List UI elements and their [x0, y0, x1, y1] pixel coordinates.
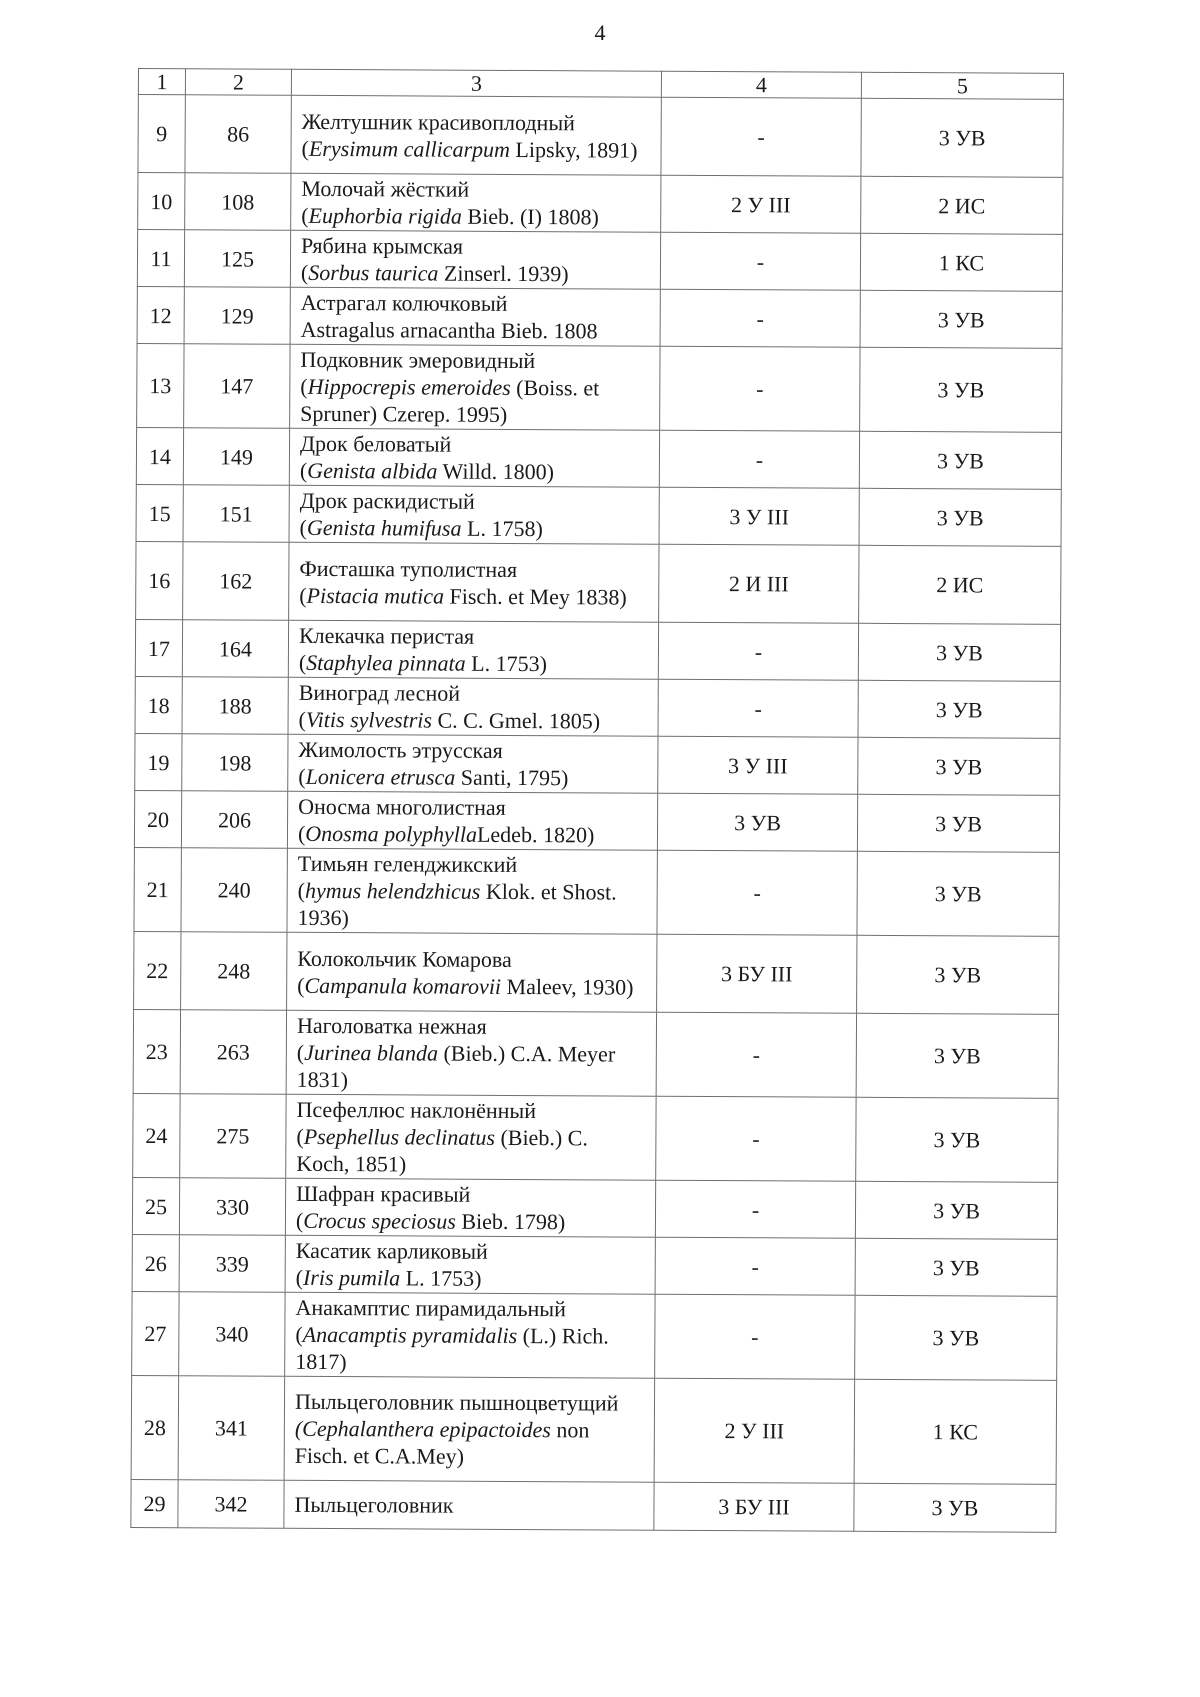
status-col5: 3 УВ [858, 623, 1060, 681]
latin-authority: (Bieb.) C. Koch, 1851) [296, 1124, 588, 1177]
table-row [136, 541, 1061, 624]
page-number: 4 [594, 20, 606, 45]
table-row [137, 343, 1062, 432]
species-name [287, 932, 657, 1012]
species-code: 248 [181, 932, 287, 1011]
russian-name: Наголоватка нежная [296, 1012, 487, 1039]
latin-name: Genista albida [307, 457, 438, 484]
species-code: 125 [184, 230, 290, 288]
russian-name: Анакамптис пирамидальный [295, 1294, 566, 1322]
species-code: 263 [180, 1010, 286, 1095]
latin-name: Euphorbia rigida [308, 202, 463, 229]
russian-name: Виноград лесной [298, 679, 461, 706]
status-col4: 3 У III [658, 736, 858, 794]
species-code: 339 [179, 1235, 285, 1293]
russian-name: Касатик карликовый [295, 1237, 488, 1264]
latin-open: ( [301, 202, 309, 228]
header-cell: 1 [138, 69, 185, 95]
species-code: 108 [185, 173, 291, 231]
status-col5: 3 УВ [859, 431, 1061, 489]
species-table [130, 68, 1064, 1533]
latin-name: Jurinea blanda [304, 1039, 439, 1066]
russian-name: Пыльцеголовник пышноцветущий [294, 1388, 619, 1416]
latin-name: Staphylea pinnata [306, 649, 466, 676]
latin-authority: Willd. 1800) [437, 458, 555, 485]
status-col5: 1 КС [854, 1379, 1057, 1484]
species-name [290, 230, 660, 289]
row-number: 25 [132, 1177, 179, 1234]
latin-name: Psephellus declinatus [303, 1123, 496, 1150]
species-code: 275 [180, 1094, 286, 1179]
species-name [290, 287, 660, 346]
header-cell: 3 [291, 69, 661, 97]
status-col4: 3 УВ [657, 793, 857, 851]
row-number: 24 [133, 1093, 180, 1177]
species-name [286, 1094, 656, 1180]
status-col4: - [658, 679, 858, 737]
table-row [134, 931, 1059, 1014]
species-code: 129 [184, 287, 290, 345]
species-name [284, 1376, 655, 1482]
status-col5: 2 ИС [861, 176, 1063, 234]
status-col4: - [658, 622, 858, 680]
table-row [138, 95, 1063, 178]
status-col5: 3 УВ [857, 851, 1059, 936]
latin-authority: Zinserl. 1939) [438, 260, 569, 287]
status-col4: - [655, 1237, 855, 1295]
table-row [134, 847, 1059, 936]
russian-name: Рябина крымская [301, 232, 464, 259]
status-col4: - [661, 97, 861, 176]
table-row [133, 1009, 1058, 1098]
latin-authority: L. 1758) [461, 515, 543, 542]
row-number: 26 [132, 1234, 179, 1291]
latin-authority: (Boiss. et Spruner) Czerep. 1995) [300, 374, 600, 427]
latin-authority: Bieb. (I) 1808) [461, 203, 599, 230]
status-col4: 2 У III [661, 175, 861, 233]
status-col4: 3 У III [659, 487, 859, 545]
table-row [137, 230, 1062, 292]
status-col4: - [657, 850, 857, 935]
species-name [289, 428, 659, 487]
species-code: 188 [182, 677, 288, 735]
latin-authority: Klok. et Shost. 1936) [297, 878, 617, 931]
russian-name: Фисташка туполистная [299, 555, 518, 582]
latin-open: ( [301, 135, 309, 161]
status-col5: 3 УВ [857, 935, 1059, 1014]
species-code: 206 [181, 791, 287, 849]
species-name [285, 1235, 655, 1294]
latin-open: ( [296, 1123, 304, 1149]
row-number: 12 [137, 286, 184, 343]
latin-name: Crocus speciosus [303, 1207, 456, 1234]
row-number: 14 [136, 427, 183, 484]
row-number: 16 [136, 541, 183, 619]
latin-authority: (L.) Rich. 1817) [295, 1323, 609, 1375]
table-body [131, 69, 1064, 1533]
russian-name: Подковник эмеровидный [300, 346, 536, 374]
status-col4: - [655, 1180, 855, 1238]
row-number: 23 [133, 1009, 180, 1093]
header-cell: 4 [661, 71, 861, 98]
species-name [288, 677, 658, 736]
row-number: 15 [136, 484, 183, 541]
russian-name: Астрагал колючковый [300, 289, 508, 316]
russian-name: Дрок беловатый [299, 430, 452, 457]
species-name [285, 1178, 655, 1237]
latin-authority: Santi, 1795) [455, 764, 569, 791]
latin-authority: Lipsky, 1891) [509, 136, 638, 163]
latin-authority: (Bieb.) C.A. Meyer 1831) [296, 1040, 616, 1093]
species-name [288, 620, 658, 679]
latin-open: ( [299, 514, 307, 540]
status-col5: 3 УВ [857, 794, 1059, 852]
status-col4: 3 БУ III [654, 1482, 854, 1531]
row-number: 9 [138, 95, 185, 173]
table-row [135, 733, 1060, 795]
species-code: 151 [183, 485, 289, 543]
row-number: 22 [134, 931, 181, 1009]
species-name [287, 848, 657, 934]
table-row [135, 676, 1060, 738]
status-col4: 3 БУ III [657, 934, 857, 1013]
latin-name: Anacamptis pyramidalis [302, 1321, 518, 1349]
row-number: 27 [132, 1291, 179, 1375]
row-number: 20 [134, 790, 181, 847]
row-number: 17 [135, 619, 182, 676]
table-row [135, 619, 1060, 681]
species-code: 147 [184, 344, 290, 429]
latin-open: ( [300, 373, 308, 399]
latin-open: ( [298, 706, 306, 732]
latin-open: ( [297, 877, 306, 903]
latin-name: Genista humifusa [306, 514, 462, 541]
latin-authority: L. 1753) [465, 650, 548, 677]
latin-open: ( [300, 259, 309, 285]
table-row [132, 1291, 1057, 1380]
latin-name: Erysimum callicarpum [308, 135, 511, 162]
latin-name: Campanula komarovii [304, 972, 502, 999]
species-code: 86 [185, 95, 291, 174]
species-name [287, 791, 657, 850]
table-row [136, 427, 1061, 489]
latin-name: (Cephalanthera epipactoides [294, 1415, 551, 1443]
status-col4: 2 У III [654, 1378, 855, 1483]
species-name [290, 344, 660, 430]
status-col4: - [655, 1294, 855, 1379]
russian-name: Шафран красивый [296, 1180, 471, 1207]
row-number: 28 [131, 1375, 179, 1479]
russian-name: Желтушник красивоплодный [301, 108, 576, 135]
status-col5: 3 УВ [856, 1097, 1058, 1182]
species-name [291, 95, 661, 175]
status-col5: 3 УВ [861, 98, 1063, 177]
russian-name: Колокольчик Комарова [297, 945, 512, 972]
status-col5: 2 ИС [859, 545, 1061, 624]
russian-name: Тимьян геленджикский [297, 850, 518, 877]
species-code: 341 [178, 1376, 285, 1481]
latin-authority: Ledeb. 1820) [476, 821, 595, 848]
latin-open: ( [295, 1207, 304, 1233]
table-row [131, 1375, 1057, 1484]
species-name [285, 1292, 655, 1378]
species-code: 240 [181, 848, 287, 933]
status-col4: - [656, 1096, 856, 1181]
species-code: 149 [183, 428, 289, 486]
species-name [284, 1480, 654, 1530]
latin-open: ( [295, 1264, 304, 1290]
row-number: 18 [135, 676, 182, 733]
latin-name: Hippocrepis emeroides [307, 373, 511, 400]
latin-authority: C. C. Gmel. 1805) [431, 707, 601, 734]
table-row [132, 1177, 1057, 1239]
latin-open: ( [298, 649, 307, 675]
header-cell: 2 [185, 69, 291, 96]
russian-name: Жимолость этрусская [298, 736, 503, 763]
latin-open: ( [297, 820, 306, 846]
species-name [288, 734, 658, 793]
status-col4: 2 И III [659, 544, 859, 623]
latin-open: ( [299, 457, 308, 483]
header-cell: 5 [861, 72, 1063, 99]
status-col5: 3 УВ [859, 488, 1061, 546]
table-row [133, 1093, 1058, 1182]
status-col5: 3 УВ [856, 1013, 1058, 1098]
russian-name: Пыльцеголовник [294, 1491, 454, 1518]
latin-name: Iris pumila [302, 1264, 401, 1291]
latin-open: ( [296, 1039, 305, 1065]
latin-open: ( [295, 1321, 303, 1347]
species-code: 342 [178, 1480, 284, 1529]
russian-name: Оносма многолистная [298, 793, 506, 820]
latin-authority: Astragalus arnacantha Bieb. 1808 [300, 316, 598, 344]
latin-name: Lonicera etrusca [305, 763, 456, 790]
row-number: 29 [131, 1479, 178, 1527]
row-number: 19 [135, 733, 182, 790]
status-col5: 3 УВ [858, 680, 1060, 738]
row-number: 13 [137, 343, 184, 427]
species-name [291, 173, 661, 232]
table-row [131, 1479, 1056, 1532]
latin-authority: non Fisch. et C.A.Mey) [294, 1417, 590, 1469]
russian-name: Молочай жёсткий [301, 175, 470, 202]
status-col5: 1 КС [860, 233, 1062, 291]
row-number: 21 [134, 847, 181, 931]
status-col4: - [659, 430, 859, 488]
russian-name: Дрок раскидистый [299, 487, 475, 514]
species-code: 164 [182, 620, 288, 678]
status-col5: 3 УВ [860, 347, 1062, 432]
latin-name: hymus helendzhicus [304, 877, 481, 904]
status-col4: - [660, 346, 860, 431]
status-col5: 3 УВ [855, 1238, 1057, 1296]
status-col4: - [660, 232, 860, 290]
species-name [289, 542, 659, 622]
russian-name: Псефеллюс наклонённый [296, 1096, 537, 1124]
latin-name: Onosma polyphylla [305, 820, 478, 847]
species-code: 340 [179, 1292, 285, 1377]
table-row [136, 484, 1061, 546]
russian-name: Клекачка перистая [298, 622, 475, 649]
species-name [289, 485, 659, 544]
row-number: 11 [137, 230, 184, 287]
latin-authority: Bieb. 1798) [455, 1208, 566, 1235]
latin-name: Sorbus taurica [308, 259, 439, 286]
species-name [286, 1010, 656, 1096]
species-code: 330 [179, 1178, 285, 1236]
species-code: 198 [182, 734, 288, 792]
latin-open: ( [299, 582, 307, 608]
status-col4: - [660, 289, 860, 347]
latin-open: ( [297, 972, 305, 998]
latin-authority: L. 1753) [400, 1265, 482, 1291]
latin-authority: Fisch. et Mey 1838) [443, 583, 627, 610]
row-number: 10 [138, 173, 185, 230]
species-code: 162 [183, 542, 289, 621]
status-col5: 3 УВ [860, 290, 1062, 348]
status-col5: 3 УВ [855, 1295, 1057, 1380]
status-col4: - [656, 1012, 856, 1097]
table-row [138, 173, 1063, 235]
status-col5: 3 УВ [854, 1483, 1056, 1532]
latin-name: Vitis sylvestris [305, 706, 433, 733]
table-row [137, 286, 1062, 348]
table-row [134, 790, 1059, 852]
status-col5: 3 УВ [855, 1181, 1057, 1239]
latin-authority: Maleev, 1930) [501, 973, 634, 1000]
latin-name: Pistacia mutica [306, 582, 445, 609]
latin-open: ( [298, 763, 306, 789]
status-col5: 3 УВ [858, 737, 1060, 795]
table-row [132, 1234, 1057, 1296]
